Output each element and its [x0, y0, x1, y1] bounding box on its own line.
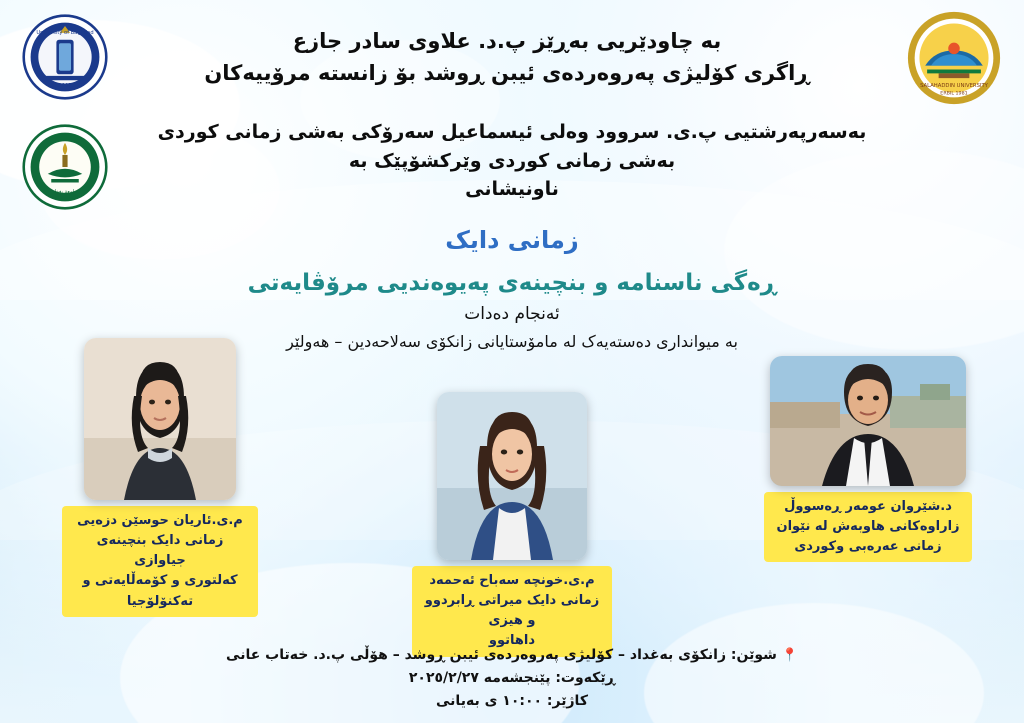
svg-text:SALAHADDIN UNIVERSITY: SALAHADDIN UNIVERSITY — [920, 82, 988, 89]
speaker-topic-line-2: داهاتوو — [488, 633, 536, 649]
speaker-name: م.ی.خونچە سەباح ئەحمەد — [429, 573, 595, 588]
speaker-caption-left — [62, 506, 258, 617]
speaker-name: د.شێروان عومەر ڕەسووڵ — [784, 499, 952, 514]
university-of-baghdad-logo — [22, 124, 108, 210]
event-details-footer — [0, 644, 1024, 713]
workshop-title: زمانی دایک — [445, 226, 579, 254]
organizer-line-3: ناونیشانی — [465, 178, 559, 200]
workshop-subtitle: ڕەگی ناسنامە و بنچینەی پەیوەندیی مرۆڤایەتی — [247, 270, 777, 296]
location-pin-icon: 📍 — [781, 647, 798, 663]
footer-time: کاژێر: ١٠:٠٠ ی بەیانی — [436, 692, 588, 709]
salahaddin-university-logo — [906, 10, 1002, 106]
speaker-card-right — [764, 356, 972, 562]
speaker-card-left — [62, 338, 258, 617]
speaker-photo-left — [84, 338, 236, 500]
footer-place: شوێن: زانکۆی بەغداد – کۆلیژی پەروەردەی ئیبن ڕوشد – هۆڵی پ.د. خەتاب عانی — [226, 646, 777, 663]
speaker-name: م.ی.ئاریان حوسێن دزەیی — [77, 513, 243, 528]
organizer-line-1: بەسەرپەرشتیی پ.ی. سروود وەلی ئیسماعیل سەرۆکی بەشی زمانی کوردی — [157, 121, 867, 143]
svg-text:جامعة بغداد: جامعة بغداد — [52, 188, 78, 195]
footer-place-row — [0, 644, 1024, 667]
guests-line: بە میوانداری دەستەیەک لە مامۆستایانی زانکۆی سەلاحەدین – هەولێر — [286, 332, 738, 351]
speaker-caption-right — [764, 492, 972, 562]
speaker-topic-line-1: زاراوەکانی هاوبەش لە نێوان — [776, 519, 960, 535]
speaker-topic-line-1: زمانی دایک میراتی ڕابردوو و هیزی — [424, 593, 600, 629]
speaker-topic-line-1: زمانی دایک بنچینەی جیاوازی — [96, 533, 224, 569]
speaker-card-center — [412, 392, 612, 657]
organizer-line-2: بەشی زمانی کوردی وێرکشۆپێک بە — [348, 149, 676, 172]
supervision-line-1: به چاودێریی بەڕێز پ.د. علاوی سادر جازع — [292, 29, 722, 53]
svg-text:University of Baghdad: University of Baghdad — [36, 29, 94, 36]
conduct-line: ئەنجام دەدات — [464, 304, 560, 324]
speaker-photo-right — [770, 356, 966, 486]
svg-text:ERBIL 1981: ERBIL 1981 — [940, 91, 968, 97]
college-ibn-rushd-logo — [22, 14, 108, 100]
speaker-topic-line-2: زمانی عەرەبی وکوردی — [794, 539, 942, 555]
supervision-heading — [130, 26, 884, 89]
supervision-line-2: ڕاگری کۆلیژی پەروەردەی ئیبن ڕوشد بۆ زانستە مرۆییەکان — [204, 60, 810, 85]
speaker-photo-center — [437, 392, 587, 560]
svg-text:1907: 1907 — [58, 83, 72, 90]
footer-date: ڕێکەوت: پێنجشەمە ٢٠٢٥/٢/٢٧ — [408, 669, 616, 686]
speaker-topic-line-2: کەلتوری و کۆمەڵایەتی و تەکنۆلۆجیا — [82, 573, 238, 609]
organizer-heading — [120, 118, 904, 204]
